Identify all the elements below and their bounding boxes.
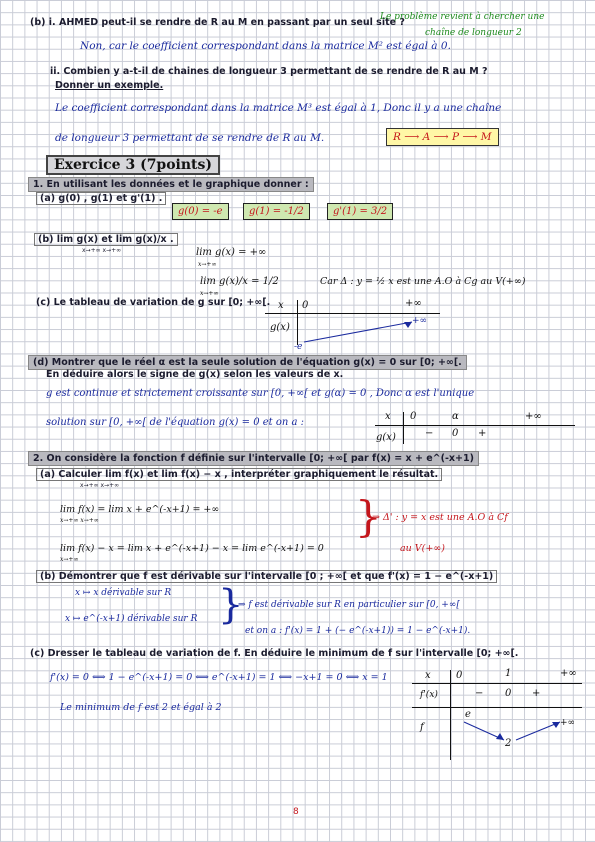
answer-2a-line1-sub: x→+∞ x→+∞ xyxy=(60,517,99,524)
question-2: 2. On considère la fonction f définie sur l'intervalle [0; +∞[ par f(x) = x + e^(-x+1) xyxy=(28,451,479,466)
answer-g0-box: g(0) = -e xyxy=(172,203,229,220)
tv1-x-label: x xyxy=(278,300,284,311)
brace-2a: } xyxy=(355,492,382,541)
answer-2b-line1: x ↦ x dérivable sur R xyxy=(75,588,172,598)
question-2a-subscript: x→+∞ x→+∞ xyxy=(80,482,120,489)
tv1-bottom: -e xyxy=(294,342,303,352)
question-2b: (b) Démontrer que f est dérivable sur l'intervalle [0 ; +∞[ et que f'(x) = 1 − e^(-x+1) xyxy=(36,570,497,583)
answer-2b-line3: ⇒ f est dérivable sur R en particulier sur [0, +∞[ xyxy=(238,600,460,610)
answer-b-ii-line1: Le coefficient correspondant dans la matrice M³ est égal à 1, Donc il y a une chaîne xyxy=(55,102,502,114)
answer-2b-line4: et on a : f'(x) = 1 + (− e^(-x+1)) = 1 − e^(-x+1). xyxy=(245,626,471,636)
question-b-ii-example: Donner un exemple. xyxy=(55,80,164,91)
tv2-zero: 0 xyxy=(410,411,417,422)
answer-1d-line1: g est continue et strictement croissante sur [0, +∞[ et g(α) = 0 , Donc α est l'unique xyxy=(46,388,475,399)
question-1b: (b) lim g(x) et lim g(x)/x . xyxy=(34,233,178,246)
tv1-zero: 0 xyxy=(302,300,309,311)
margin-note-1: Le problème revient à chercher une xyxy=(380,12,545,22)
brace-2b: } xyxy=(218,582,244,628)
answer-2b-line2: x ↦ e^(-x+1) dérivable sur R xyxy=(65,614,198,624)
answer-2c-line1: f'(x) = 0 ⟺ 1 − e^(-x+1) = 0 ⟺ e^(-x+1) = 1 ⟺ −x+1 = 0 ⟺ x = 1 xyxy=(50,672,388,683)
tv2-zero-sign: 0 xyxy=(452,428,459,439)
margin-note-2: chaîne de longueur 2 xyxy=(425,28,522,38)
limit-note: Car Δ : y = ½ x est une A.O à Cg au V(+∞) xyxy=(320,276,526,287)
question-1d: (d) Montrer que le réel α est la seule solution de l'équation g(x) = 0 sur [0; +∞[. xyxy=(28,355,467,370)
page-number: 8 xyxy=(293,807,299,817)
answer-b-ii-line2: de longueur 3 permettant de se rendre de R au M. xyxy=(55,132,325,144)
answer-g1-box: g(1) = -1/2 xyxy=(243,203,310,220)
answer-2a-result-2: au V(+∞) xyxy=(400,543,445,554)
tv2-x-label: x xyxy=(385,411,391,422)
tv3-minus: − xyxy=(475,688,484,699)
tv3-arrows xyxy=(460,718,570,746)
answer-2a-result: ⇒ Δ' : y = x est une A.O à Cf xyxy=(372,512,508,523)
tv3-top: +∞ xyxy=(560,718,576,728)
tv3-one: 1 xyxy=(505,668,512,679)
tv1-arrow xyxy=(300,318,420,346)
limit-g-sub: x→+∞ xyxy=(198,261,217,268)
tv3-x-label: x xyxy=(425,670,431,681)
chain-example-box: R ⟶ A ⟶ P ⟶ M xyxy=(386,128,499,146)
question-1b-subscript: x→+∞ x→+∞ xyxy=(82,247,122,254)
question-1c: (c) Le tableau de variation de g sur [0; +∞[. xyxy=(36,297,271,308)
limit-g-over-x-answer: lim g(x)/x = 1/2 xyxy=(200,276,279,287)
answer-2c-line2: Le minimum de f est 2 et égal à 2 xyxy=(60,702,222,713)
question-b-ii: ii. Combien y a-t-il de chaines de longueur 3 permettant de se rendre de R au M ? xyxy=(50,66,488,77)
tv2-minus: − xyxy=(425,428,434,439)
tv1-g-label: g(x) xyxy=(270,322,290,333)
tv2-inf: +∞ xyxy=(525,411,542,422)
tv1-top: +∞ xyxy=(412,316,428,326)
tv3-inf: +∞ xyxy=(560,668,577,679)
question-1d-2: En déduire alors le signe de g(x) selon les valeurs de x. xyxy=(46,369,344,380)
question-2a: (a) Calculer lim f(x) et lim f(x) − x , interpréter graphiquement le résultat. xyxy=(36,468,442,481)
answer-2a-line2-sub: x→+∞ xyxy=(60,556,79,563)
question-1: 1. En utilisant les données et le graphique donner : xyxy=(28,177,314,192)
limit-g-answer: lim g(x) = +∞ xyxy=(196,247,267,258)
tv3-f-label: f xyxy=(420,722,424,733)
answer-b-i: Non, car le coefficient correspondant dans la matrice M² est égal à 0. xyxy=(80,40,451,52)
tv3-fp-label: f'(x) xyxy=(420,690,438,700)
tv3-zero: 0 xyxy=(456,670,463,681)
question-b-i: (b) i. AHMED peut-il se rendre de R au M en passant par un seul site ? xyxy=(30,17,405,28)
tv3-min-value: 2 xyxy=(505,738,512,749)
answer-2a-line2: lim f(x) − x = lim x + e^(-x+1) − x = lim e^(-x+1) = 0 xyxy=(60,543,324,554)
tv3-zero-sign: 0 xyxy=(505,688,512,699)
tv3-plus: + xyxy=(532,688,541,699)
tv2-plus: + xyxy=(478,428,487,439)
tv2-alpha: α xyxy=(452,411,459,422)
answer-1d-line2: solution sur [0, +∞[ de l'équation g(x) = 0 et on a : xyxy=(46,417,304,428)
answer-gp1-box: g'(1) = 3/2 xyxy=(327,203,393,220)
answer-2a-line1: lim f(x) = lim x + e^(-x+1) = +∞ xyxy=(60,504,220,515)
question-2c: (c) Dresser le tableau de variation de f. En déduire le minimum de f sur l'intervalle [0; +∞[. xyxy=(30,648,519,659)
tv3-e-value: e xyxy=(465,709,471,720)
tv1-inf: +∞ xyxy=(405,298,422,309)
question-1a: (a) g(0) , g(1) et g'(1) . xyxy=(36,192,166,205)
limit-g-over-x-sub: x→+∞ xyxy=(200,290,219,297)
exercise-3-title: Exercice 3 (7points) xyxy=(46,155,220,175)
tv2-g-label: g(x) xyxy=(376,432,396,443)
